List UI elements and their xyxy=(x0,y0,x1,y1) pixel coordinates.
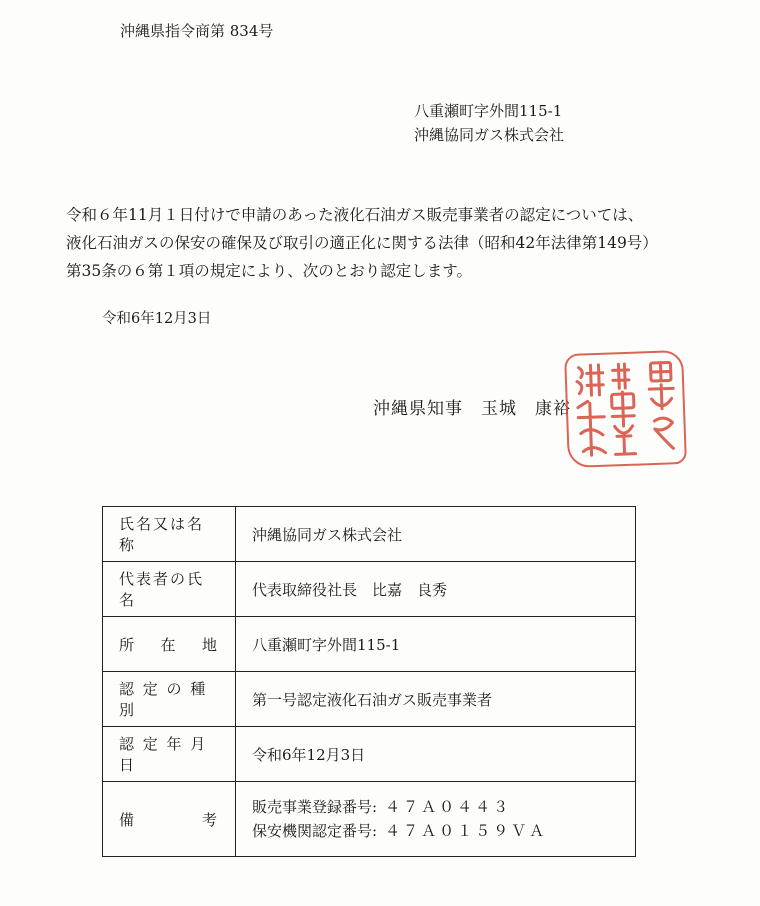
body-line-1: 令和６年11月１日付けで申請のあった液化石油ガス販売事業者の認定については、 xyxy=(66,206,644,224)
safety-agency-number xyxy=(252,819,619,843)
representative-value: 代表取締役社長 比嘉 良秀 xyxy=(236,562,636,617)
name-label: 氏名又は名称 xyxy=(103,507,236,562)
body-line-3: 第35条の６第１項の規定により、次のとおり認定します。 xyxy=(66,262,472,280)
certification-type-value: 第一号認定液化石油ガス販売事業者 xyxy=(236,672,636,727)
sales-registration-code: ４７Ａ０４４３ xyxy=(385,798,512,816)
remarks-label-char-2: 考 xyxy=(201,810,219,829)
location-label-char-1: 所 xyxy=(119,635,137,654)
seal-graphic xyxy=(566,352,685,466)
certification-type-label: 認 定 の 種 別 xyxy=(103,672,236,727)
table-row xyxy=(103,507,636,562)
body-line-2: 液化石油ガスの保安の確保及び取引の適正化に関する法律（昭和42年法律第149号） xyxy=(66,234,658,252)
location-label xyxy=(103,617,236,672)
sales-registration-number xyxy=(252,795,619,819)
issue-date: 令和6年12月3日 xyxy=(102,311,212,327)
remarks-label-char-1: 備 xyxy=(119,810,137,829)
table-row xyxy=(103,672,636,727)
name-value: 沖縄協同ガス株式会社 xyxy=(236,507,636,562)
location-label-char-3: 地 xyxy=(201,635,219,654)
table-row xyxy=(103,782,636,857)
document-number: 沖縄県指令商第 834号 xyxy=(120,22,274,40)
safety-agency-code: ４７Ａ０１５９ＶＡ xyxy=(385,822,548,840)
governor-signature: 沖縄県知事 玉城 康裕 xyxy=(373,399,571,419)
certification-details-table xyxy=(102,506,636,857)
table-row xyxy=(103,617,636,672)
official-seal-stamp xyxy=(564,350,687,468)
table-row xyxy=(103,562,636,617)
remarks-label xyxy=(103,782,236,857)
representative-label: 代表者の氏名 xyxy=(103,562,236,617)
safety-agency-label: 保安機関認定番号: xyxy=(252,822,378,840)
table-row xyxy=(103,727,636,782)
remarks-value xyxy=(236,782,636,857)
certification-date-label: 認 定 年 月 日 xyxy=(103,727,236,782)
certification-body-text xyxy=(66,201,706,285)
location-label-char-2: 在 xyxy=(160,635,178,654)
certification-date-value: 令和6年12月3日 xyxy=(236,727,636,782)
sales-registration-label: 販売事業登録番号: xyxy=(252,798,378,816)
location-value: 八重瀬町字外間115-1 xyxy=(236,617,636,672)
recipient-company: 沖縄協同ガス株式会社 xyxy=(414,126,565,144)
recipient-address: 八重瀬町字外間115-1 xyxy=(414,102,563,120)
